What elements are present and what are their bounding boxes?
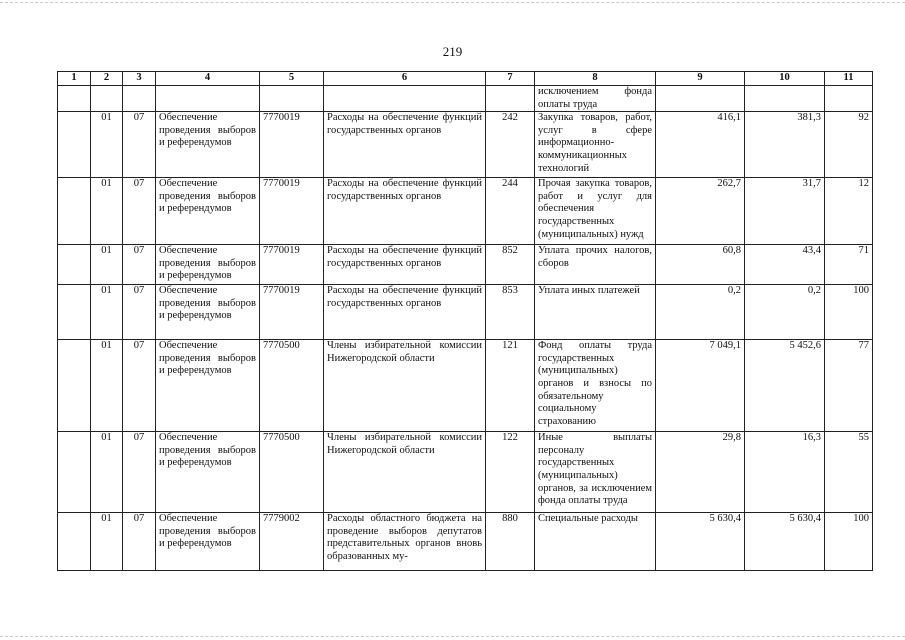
percent-cell: 100 (825, 285, 873, 340)
row-number-cell (58, 340, 91, 432)
expense-type-code-cell (486, 86, 535, 112)
section-code-cell: 01 (91, 245, 123, 285)
column-header: 4 (156, 72, 260, 86)
table-row (58, 513, 873, 571)
target-name-cell (324, 86, 486, 112)
row-number-cell (58, 513, 91, 571)
expense-type-name-cell: Уплата иных платежей (535, 285, 656, 340)
actual-amount-cell (745, 86, 825, 112)
purpose-cell: Обеспечение проведения выборов и референдумов (156, 112, 260, 178)
purpose-cell: Обеспечение проведения выборов и референдумов (156, 340, 260, 432)
target-name-cell: Расходы областного бюджета на проведение выборов депутатов представительных органов вновь образованных му- (324, 513, 486, 571)
actual-amount-cell: 5 630,4 (745, 513, 825, 571)
target-code-cell: 7770500 (260, 340, 324, 432)
percent-cell: 77 (825, 340, 873, 432)
subsection-code-cell (123, 86, 156, 112)
expense-type-name-cell: исключением фонда оплаты труда (535, 86, 656, 112)
table-row (58, 432, 873, 513)
target-code-cell (260, 86, 324, 112)
page-top-edge (0, 2, 905, 3)
expense-type-code-cell: 242 (486, 112, 535, 178)
actual-amount-cell: 5 452,6 (745, 340, 825, 432)
target-code-cell: 7779002 (260, 513, 324, 571)
planned-amount-cell: 29,8 (656, 432, 745, 513)
table-row (58, 285, 873, 340)
expense-type-name-cell: Прочая закупка товаров, работ и услуг для обеспечения государственных (муниципальных) нужд (535, 178, 656, 245)
row-number-cell (58, 285, 91, 340)
section-code-cell: 01 (91, 178, 123, 245)
table-row (58, 340, 873, 432)
page-bottom-edge (0, 636, 905, 637)
column-header: 5 (260, 72, 324, 86)
target-name-cell: Расходы на обеспечение функций государственных органов (324, 112, 486, 178)
expense-type-code-cell: 852 (486, 245, 535, 285)
column-header: 2 (91, 72, 123, 86)
target-code-cell: 7770019 (260, 245, 324, 285)
purpose-cell: Обеспечение проведения выборов и референдумов (156, 178, 260, 245)
column-header: 10 (745, 72, 825, 86)
target-code-cell: 7770500 (260, 432, 324, 513)
planned-amount-cell: 5 630,4 (656, 513, 745, 571)
purpose-cell: Обеспечение проведения выборов и референдумов (156, 432, 260, 513)
planned-amount-cell (656, 86, 745, 112)
section-code-cell: 01 (91, 513, 123, 571)
expense-type-name-cell: Фонд оплаты труда государственных (муниципальных) органов и взносы по обязательному социальному страхованию (535, 340, 656, 432)
purpose-cell: Обеспечение проведения выборов и референдумов (156, 513, 260, 571)
table-row (58, 86, 873, 112)
percent-cell: 71 (825, 245, 873, 285)
percent-cell: 92 (825, 112, 873, 178)
target-name-cell: Члены избирательной комиссии Нижегородской области (324, 340, 486, 432)
subsection-code-cell: 07 (123, 432, 156, 513)
purpose-cell (156, 86, 260, 112)
section-code-cell: 01 (91, 285, 123, 340)
actual-amount-cell: 43,4 (745, 245, 825, 285)
section-code-cell: 01 (91, 340, 123, 432)
percent-cell: 55 (825, 432, 873, 513)
target-name-cell: Члены избирательной комиссии Нижегородской области (324, 432, 486, 513)
actual-amount-cell: 31,7 (745, 178, 825, 245)
actual-amount-cell: 381,3 (745, 112, 825, 178)
section-code-cell: 01 (91, 112, 123, 178)
planned-amount-cell: 7 049,1 (656, 340, 745, 432)
expense-type-code-cell: 244 (486, 178, 535, 245)
column-header: 3 (123, 72, 156, 86)
column-header: 9 (656, 72, 745, 86)
table-row (58, 178, 873, 245)
expense-type-code-cell: 853 (486, 285, 535, 340)
subsection-code-cell: 07 (123, 285, 156, 340)
expense-type-code-cell: 121 (486, 340, 535, 432)
subsection-code-cell: 07 (123, 178, 156, 245)
percent-cell (825, 86, 873, 112)
target-code-cell: 7770019 (260, 285, 324, 340)
column-header: 8 (535, 72, 656, 86)
row-number-cell (58, 112, 91, 178)
column-header: 7 (486, 72, 535, 86)
page-number: 219 (442, 44, 463, 59)
subsection-code-cell: 07 (123, 340, 156, 432)
planned-amount-cell: 262,7 (656, 178, 745, 245)
target-code-cell: 7770019 (260, 112, 324, 178)
budget-table (57, 71, 873, 571)
column-header: 11 (825, 72, 873, 86)
header-row (58, 72, 873, 86)
section-code-cell (91, 86, 123, 112)
target-name-cell: Расходы на обеспечение функций государственных органов (324, 285, 486, 340)
row-number-cell (58, 178, 91, 245)
subsection-code-cell: 07 (123, 112, 156, 178)
row-number-cell (58, 245, 91, 285)
target-name-cell: Расходы на обеспечение функций государственных органов (324, 245, 486, 285)
planned-amount-cell: 416,1 (656, 112, 745, 178)
subsection-code-cell: 07 (123, 245, 156, 285)
percent-cell: 100 (825, 513, 873, 571)
purpose-cell: Обеспечение проведения выборов и референдумов (156, 245, 260, 285)
row-number-cell (58, 432, 91, 513)
target-code-cell: 7770019 (260, 178, 324, 245)
column-header: 6 (324, 72, 486, 86)
planned-amount-cell: 0,2 (656, 285, 745, 340)
purpose-cell: Обеспечение проведения выборов и референдумов (156, 285, 260, 340)
table-row (58, 112, 873, 178)
expense-type-code-cell: 122 (486, 432, 535, 513)
expense-type-name-cell: Иные выплаты персоналу государственных (муниципальных) органов, за исключением фонда оплаты труда (535, 432, 656, 513)
expense-type-name-cell: Специальные расходы (535, 513, 656, 571)
target-name-cell: Расходы на обеспечение функций государственных органов (324, 178, 486, 245)
row-number-cell (58, 86, 91, 112)
column-header: 1 (58, 72, 91, 86)
planned-amount-cell: 60,8 (656, 245, 745, 285)
section-code-cell: 01 (91, 432, 123, 513)
percent-cell: 12 (825, 178, 873, 245)
subsection-code-cell: 07 (123, 513, 156, 571)
actual-amount-cell: 0,2 (745, 285, 825, 340)
table-row (58, 245, 873, 285)
expense-type-name-cell: Закупка товаров, работ, услуг в сфере информационно-коммуникационных технологий (535, 112, 656, 178)
actual-amount-cell: 16,3 (745, 432, 825, 513)
expense-type-code-cell: 880 (486, 513, 535, 571)
expense-type-name-cell: Уплата прочих налогов, сборов (535, 245, 656, 285)
